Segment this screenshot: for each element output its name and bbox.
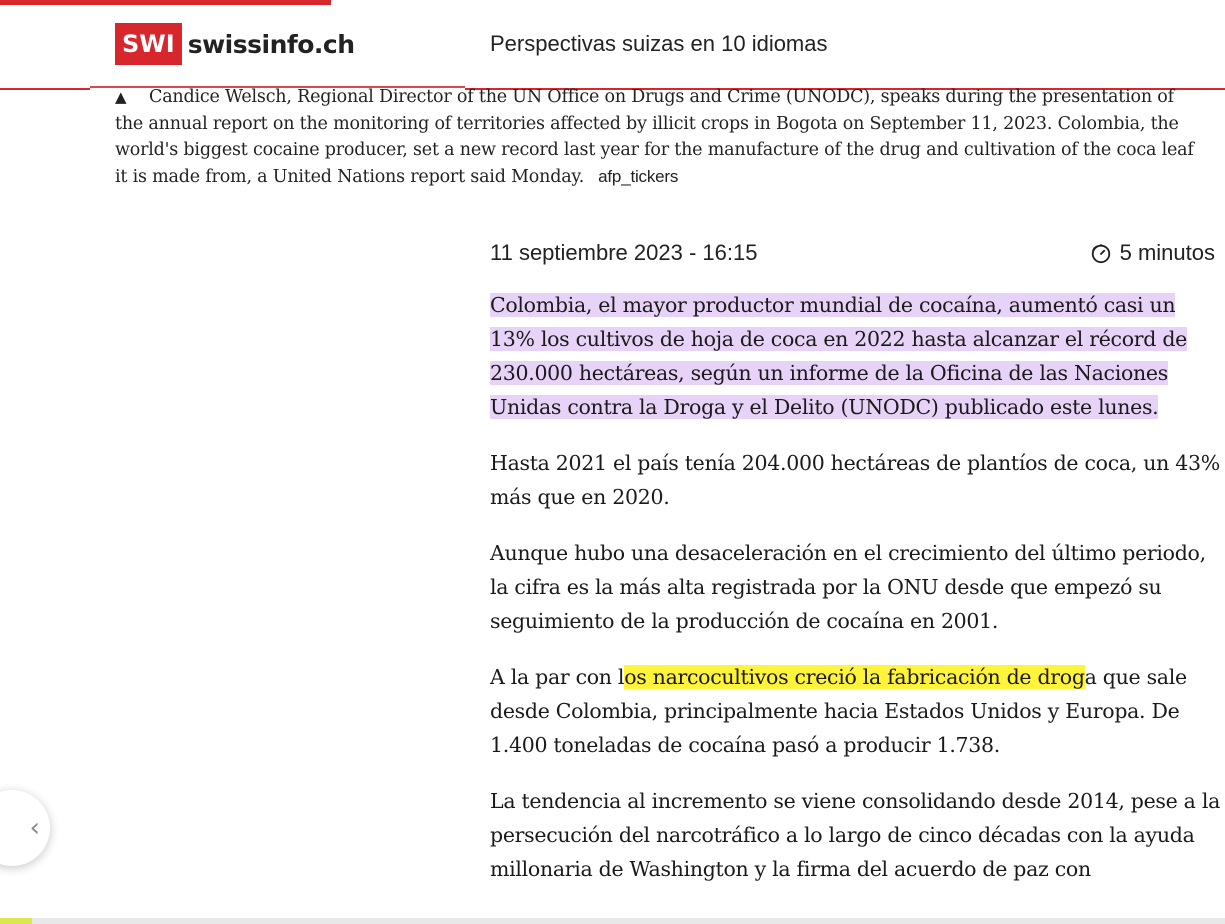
triangle-up-icon[interactable]: ▲ [115,88,127,106]
article-paragraph [490,288,1220,424]
read-time-label: 5 minutos [1119,240,1215,265]
article-meta [490,238,1215,268]
site-tagline: Perspectivas suizas en 10 idiomas [490,31,828,56]
article-paragraph: Hasta 2021 el país tenía 204.000 hectáreas de plantíos de coca, un 43% más que en 2020. [490,451,1220,509]
bottom-scroll-strip[interactable] [0,918,1225,924]
paragraph-text: A la par con l [490,665,625,689]
article-paragraph: Aunque hubo una desaceleración en el crecimiento del último periodo, la cifra es la más alta registrada por la ONU desde que empezó su seguimiento de la producción de cocaína en 2001. [490,541,1206,633]
article-body [490,288,1220,908]
highlighted-text: Colombia, el mayor productor mundial de cocaína, aumentó casi un 13% los cultivos de hoja de coca en 2022 hasta alcanzar el récord de 230.000 hectáreas, según un informe de la Oficina de las Naciones Unidas contra la Droga y el Delito (UNODC) publicado este lunes. [490,293,1187,419]
read-time [1090,240,1215,266]
site-header [0,5,1225,88]
image-caption [115,84,1205,190]
article-paragraph [490,660,1220,762]
timer-icon [1090,242,1112,264]
publish-date: 11 septiembre 2023 - 16:15 [490,240,758,265]
caption-source: afp_tickers [598,166,679,186]
side-toggle-button[interactable] [0,790,50,866]
chevron-left-icon: ‹ [29,813,40,843]
article-paragraph: La tendencia al incremento se viene consolidando desde 2014, pese a la persecución del narcotráfico a lo largo de cinco décadas con la ayuda millonaria de Washington y la firma del acuerdo de paz con [490,789,1221,881]
caption-text: Candice Welsch, Regional Director of the UN Office on Drugs and Crime (UNODC), speaks during the presentation of the annual report on the monitoring of territories affected by illicit crops in Bogota on September 11, 2023. Colombia, the world's biggest cocaine producer, set a new record last year for the manufacture of the drug and cultivation of the coca leaf it is made from, a United Nations report said Monday. [115,87,1194,187]
site-logo[interactable] [115,23,355,65]
bottom-marker [0,918,32,924]
paragraph-text: a que sale desde Colombia, principalmente hacia Estados Unidos y Europa. De 1.400 toneladas de cocaína pasó a producir 1.738. [490,665,1187,757]
logo-mark: SWI [115,23,182,65]
header-divider [0,88,90,90]
highlighted-text: os narcocultivos creció la fabricación de drog [624,665,1085,689]
logo-text: swissinfo.ch [187,29,355,59]
